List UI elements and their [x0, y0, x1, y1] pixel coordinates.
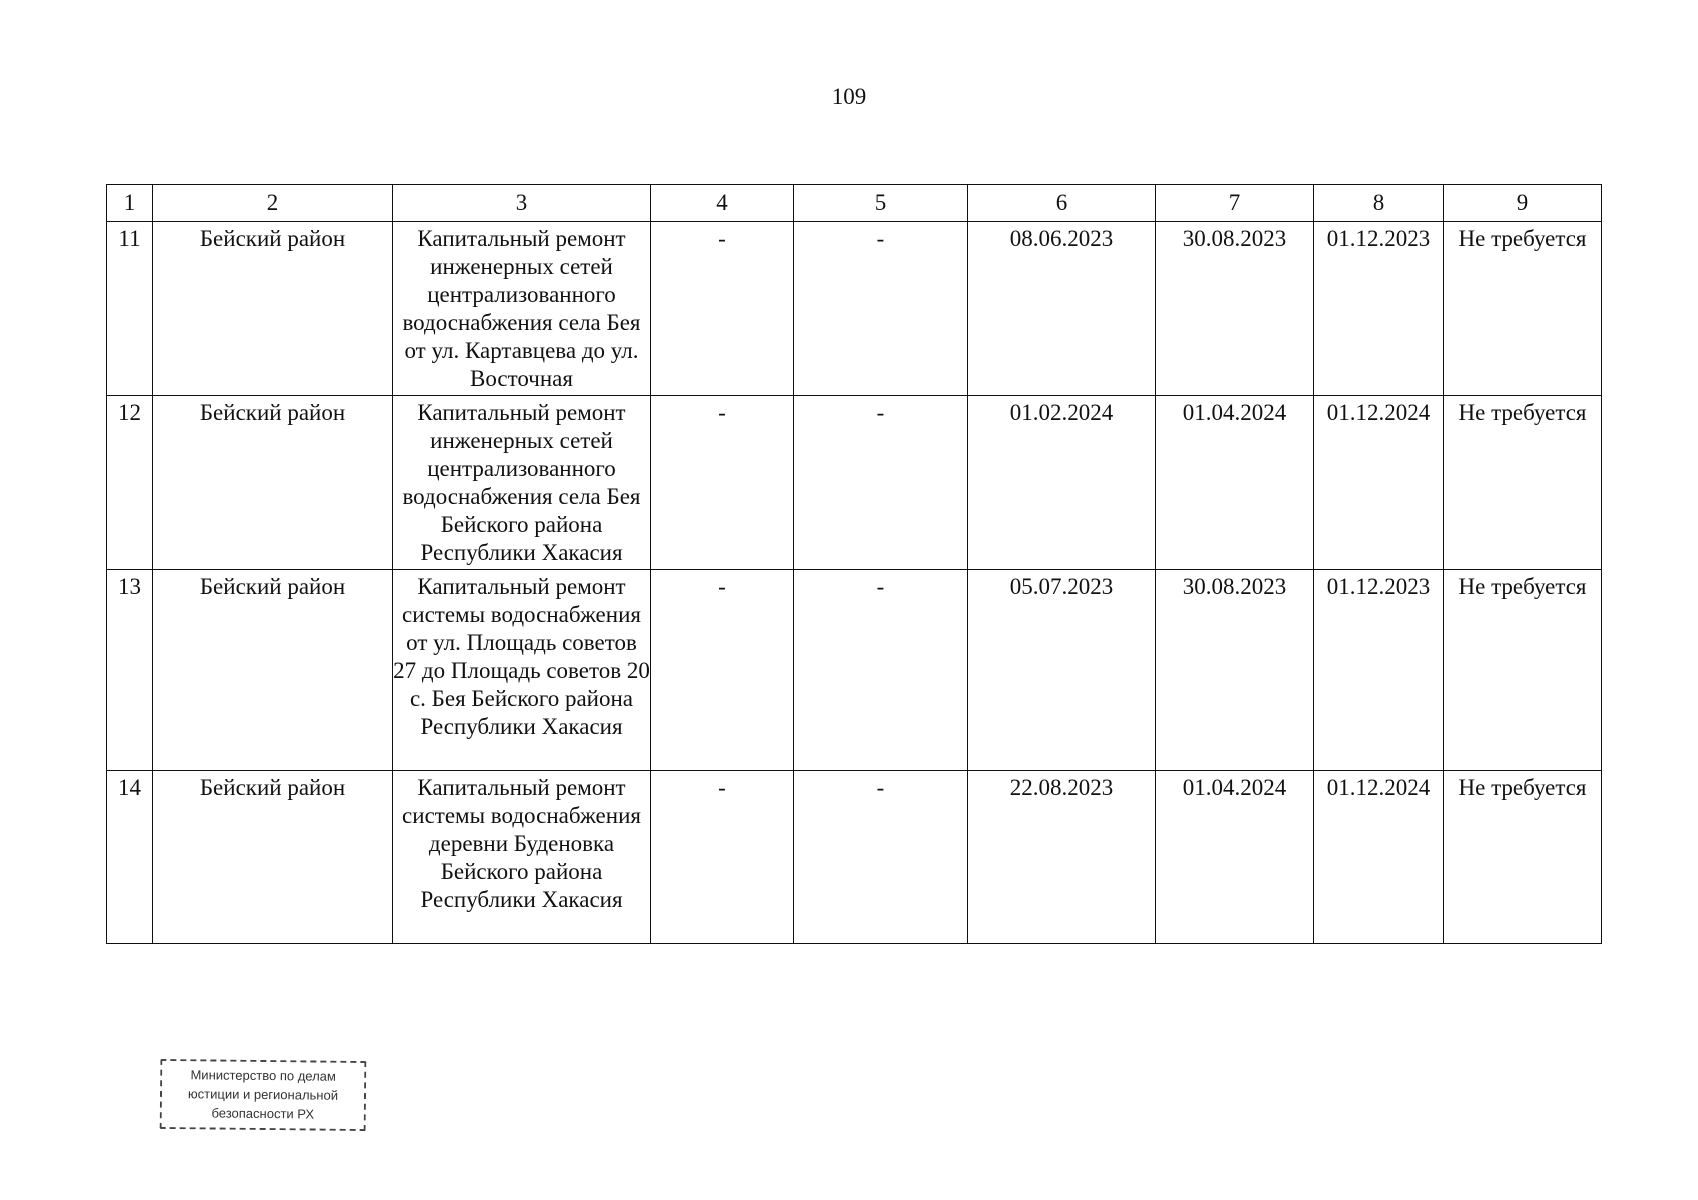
header-cell: 8 [1314, 185, 1444, 222]
requirement-cell: Не требуется [1444, 570, 1602, 771]
col4-cell: - [651, 222, 794, 396]
date-cell: 05.07.2023 [968, 570, 1156, 771]
requirement-cell: Не требуется [1444, 396, 1602, 570]
stamp-line: безопасности РХ [211, 1105, 315, 1122]
stamp-line: юстиции и региональной [187, 1086, 339, 1103]
page-number: 109 [831, 84, 867, 109]
header-cell: 2 [153, 185, 393, 222]
col4-cell: - [651, 570, 794, 771]
date-cell: 01.02.2024 [968, 396, 1156, 570]
date-cell: 01.04.2024 [1156, 771, 1314, 944]
row-number: 12 [107, 396, 153, 570]
date-cell: 01.04.2024 [1156, 396, 1314, 570]
schedule-table [106, 184, 1602, 944]
date-cell: 01.12.2024 [1314, 771, 1444, 944]
date-cell: 08.06.2023 [968, 222, 1156, 396]
district-cell: Бейский район [153, 396, 393, 570]
col4-cell: - [651, 396, 794, 570]
requirement-cell: Не требуется [1444, 222, 1602, 396]
table-row [107, 570, 1602, 771]
row-number: 14 [107, 771, 153, 944]
col5-cell: - [794, 222, 968, 396]
requirement-cell: Не требуется [1444, 771, 1602, 944]
date-cell: 22.08.2023 [968, 771, 1156, 944]
district-cell: Бейский район [153, 570, 393, 771]
row-number: 13 [107, 570, 153, 771]
date-cell: 30.08.2023 [1156, 570, 1314, 771]
district-cell: Бейский район [153, 771, 393, 944]
header-cell: 5 [794, 185, 968, 222]
district-cell: Бейский район [153, 222, 393, 396]
table-row [107, 771, 1602, 944]
header-cell: 1 [107, 185, 153, 222]
header-cell: 4 [651, 185, 794, 222]
header-cell: 9 [1444, 185, 1602, 222]
row-number: 11 [107, 222, 153, 396]
table-row [107, 396, 1602, 570]
date-cell: 01.12.2024 [1314, 396, 1444, 570]
header-cell: 6 [968, 185, 1156, 222]
description-cell: Капитальный ремонт системы водоснабжения от ул. Площадь советов 27 до Площадь советов 20 с. Бея Бейского района Республики Хакасия [393, 570, 651, 771]
header-cell: 7 [1156, 185, 1314, 222]
description-cell: Капитальный ремонт системы водоснабжения деревни Буденовка Бейского района Республики Хакасия [393, 771, 651, 944]
header-cell: 3 [393, 185, 651, 222]
col5-cell: - [794, 771, 968, 944]
col5-cell: - [794, 396, 968, 570]
stamp-line: Министерство по делам [190, 1067, 336, 1084]
table-row [107, 222, 1602, 396]
description-cell: Капитальный ремонт инженерных сетей централизованного водоснабжения села Бея от ул. Картавцева до ул. Восточная [393, 222, 651, 396]
description-cell: Капитальный ремонт инженерных сетей централизованного водоснабжения села Бея Бейского района Республики Хакасия [393, 396, 651, 570]
col5-cell: - [794, 570, 968, 771]
date-cell: 30.08.2023 [1156, 222, 1314, 396]
header-row [107, 185, 1602, 222]
col4-cell: - [651, 771, 794, 944]
ministry-stamp [160, 1059, 367, 1131]
date-cell: 01.12.2023 [1314, 222, 1444, 396]
date-cell: 01.12.2023 [1314, 570, 1444, 771]
